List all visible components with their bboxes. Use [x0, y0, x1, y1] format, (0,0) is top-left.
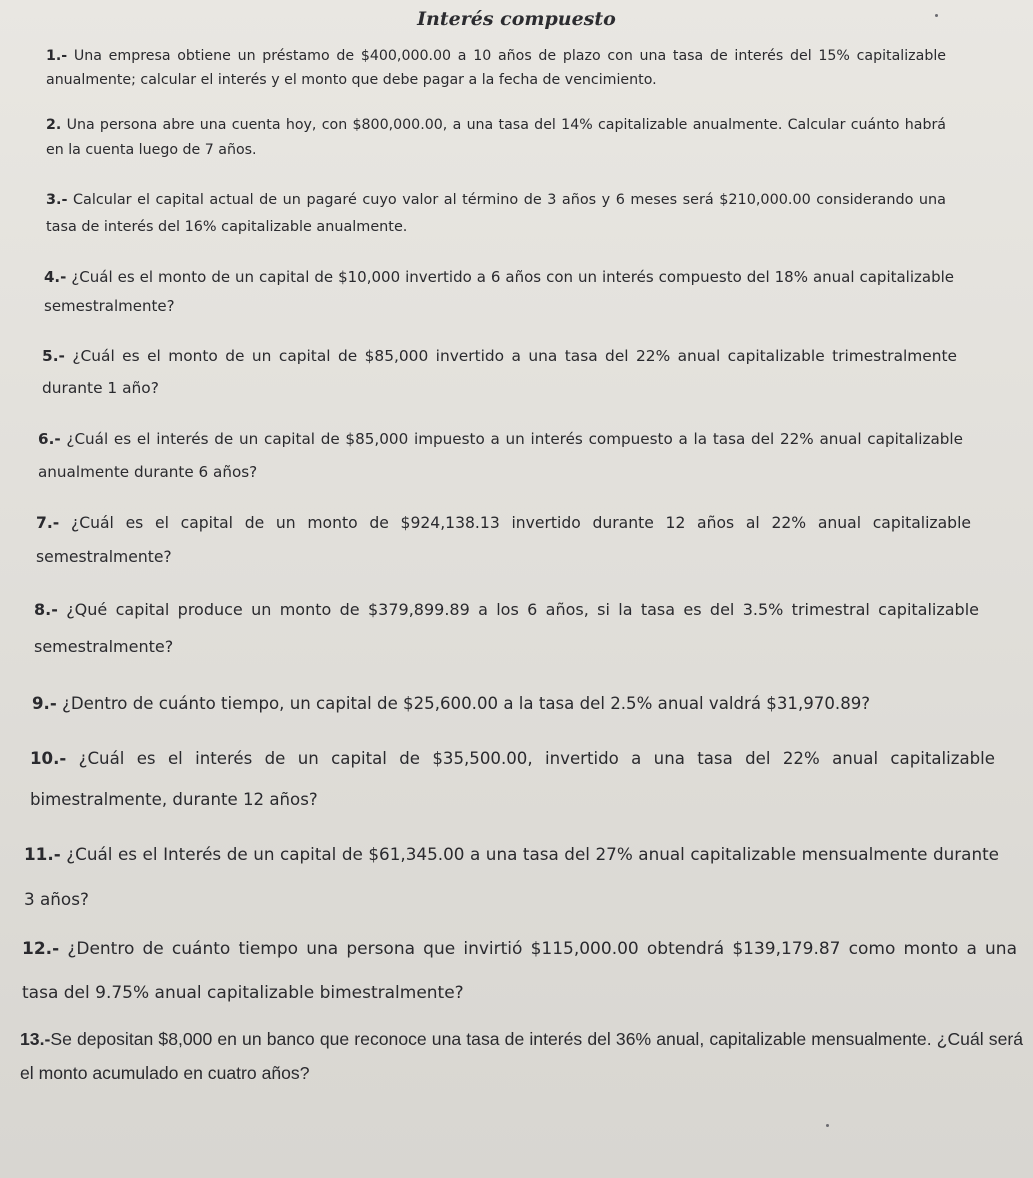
problem-text: Se depositan $8,000 en un banco que reconoce una tasa de interés del 36% anual, capitalizable mensualmente. ¿Cuál será el monto acumulado en cuatro años? [20, 1029, 1023, 1084]
problem-4 [44, 263, 954, 322]
problem-number: 10.- [30, 749, 67, 768]
problem-7 [36, 507, 971, 574]
problem-text: ¿Cuál es el interés de un capital de $85,000 impuesto a un interés compuesto a la tasa del 22% anual capitalizable anualmente durante 6 años? [38, 430, 963, 481]
problem-number: 5.- [42, 347, 65, 365]
paper-speck [826, 1124, 829, 1127]
problem-number: 8.- [34, 600, 58, 619]
problem-1 [46, 44, 946, 92]
problem-text: Una empresa obtiene un préstamo de $400,000.00 a 10 años de plazo con una tasa de interés del 15% capitalizable anualmente; calcular el interés y el monto que debe pagar a la fecha de vencimiento. [46, 48, 946, 89]
problem-text: ¿Cuál es el capital de un monto de $924,138.13 invertido durante 12 años al 22% anual capitalizable semestralmente? [36, 514, 971, 566]
problem-number: 11.- [24, 844, 61, 864]
problem-text: ¿Dentro de cuánto tiempo una persona que invirtió $115,000.00 obtendrá $139,179.87 como monto a una tasa del 9.75% anual capitalizable bimestralmente? [22, 939, 1017, 1004]
problem-number: 9.- [32, 694, 57, 713]
problem-number: 3.- [46, 192, 68, 208]
problem-3 [46, 187, 946, 240]
problem-text: ¿Cuál es el monto de un capital de $10,000 invertido a 6 años con un interés compuesto del 18% anual capitalizable semestralmente? [44, 268, 954, 316]
problem-10 [30, 738, 995, 821]
problem-13 [20, 1022, 1023, 1091]
problem-text: Una persona abre una cuenta hoy, con $800,000.00, a una tasa del 14% capitalizable anualmente. Calcular cuánto habrá en la cuenta luego de 7 años. [46, 117, 946, 158]
problem-number: 12.- [22, 939, 60, 959]
problem-text: ¿Cuál es el Interés de un capital de $61,345.00 a una tasa del 27% anual capitalizable mensualmente durante 3 años? [24, 844, 999, 910]
problem-2 [46, 113, 946, 163]
problem-text: ¿Dentro de cuánto tiempo, un capital de $25,600.00 a la tasa del 2.5% anual valdrá $31,970.89? [56, 694, 871, 713]
problem-8 [34, 592, 979, 666]
problem-number: 4.- [44, 268, 67, 286]
problem-12 [22, 927, 1017, 1015]
problem-text: ¿Cuál es el interés de un capital de $35,500.00, invertido a una tasa del 22% anual capitalizable bimestralmente, durante 12 años? [30, 749, 995, 810]
problem-text: ¿Cuál es el monto de un capital de $85,000 invertido a una tasa del 22% anual capitalizable trimestralmente durante 1 año? [42, 347, 957, 397]
problem-6 [38, 423, 963, 488]
page-title: Interés compuesto [417, 8, 616, 30]
problem-text: Calcular el capital actual de un pagaré cuyo valor al término de 3 años y 6 meses será $210,000.00 considerando una tasa de interés del 16% capitalizable anualmente. [46, 192, 946, 235]
problem-number: 13.- [20, 1029, 51, 1049]
problem-number: 6.- [38, 430, 61, 448]
problem-number: 1.- [46, 48, 68, 64]
problem-5 [42, 341, 957, 404]
problem-11 [24, 832, 999, 923]
paper-speck [935, 14, 938, 17]
problem-9 [32, 685, 992, 723]
problem-number: 2. [46, 117, 62, 133]
problem-text: ¿Qué capital produce un monto de $379,899.89 a los 6 años, si la tasa es del 3.5% trimestral capitalizable semestralmente? [34, 600, 979, 656]
problem-number: 7.- [36, 514, 60, 532]
